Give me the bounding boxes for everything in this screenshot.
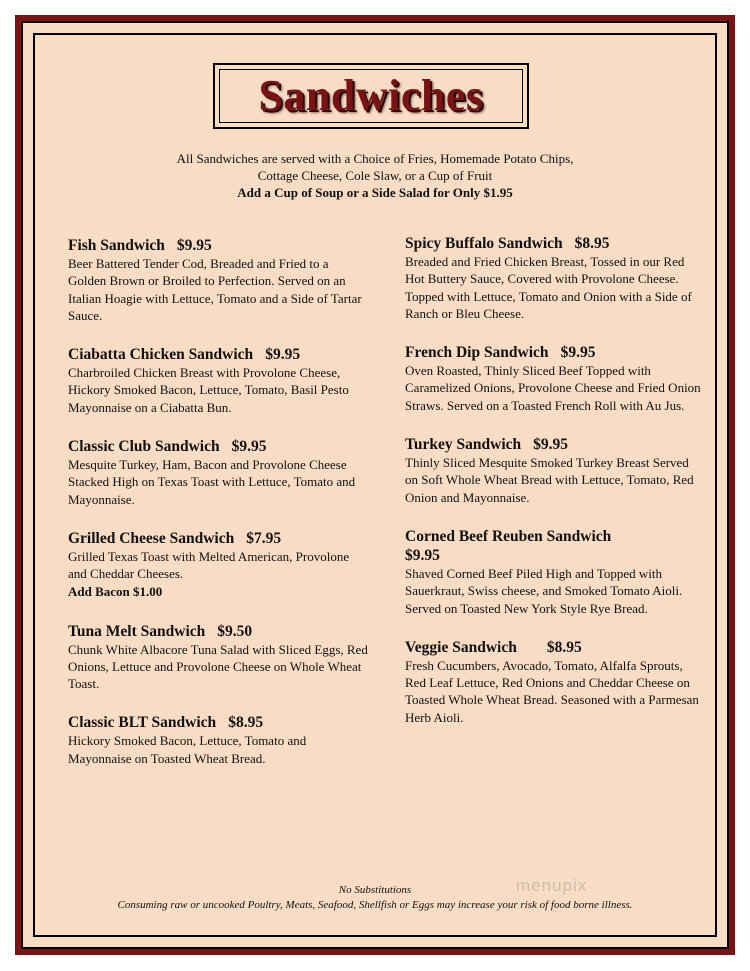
item-name: Turkey Sandwich [405,436,522,454]
menu-item-grilled-cheese-sandwich [68,529,368,601]
food-safety-warning: Consuming raw or uncooked Poultry, Meats, Seafood, Shellfish or Eggs may increase your risk of food borne illness. [117,899,633,911]
menu-item-veggie-sandwich [405,638,705,726]
item-price: $8.95 [546,638,582,656]
page-title: Sandwiches [258,71,484,120]
item-description: Breaded and Fried Chicken Breast, Tossed in our Red Hot Buttery Sauce, Covered with Provolone Cheese. Topped with Lettuce, Tomato and Onion with a Side of Ranch or Bleu Cheese. [405,254,692,321]
menu-item-turkey-sandwich [405,435,705,506]
item-description: Thinly Sliced Mesquite Smoked Turkey Breast Served on Soft Whole Wheat Bread with Lettuce, Tomato, Red Onion and Mayonnaise. [405,455,694,505]
menu-item-corned-beef-reuben-sandwich [405,527,705,617]
item-price: $8.95 [574,235,610,252]
item-heading [405,234,705,253]
item-heading [405,343,705,362]
item-name: Grilled Cheese Sandwich [68,529,235,547]
watermark-logo: menupix [516,876,588,895]
menu-item-tuna-melt-sandwich [68,622,368,693]
item-description: Mesquite Turkey, Ham, Bacon and Provolone Cheese Stacked High on Texas Toast with Lettuce, Tomato and Mayonnaise. [68,457,356,507]
item-name: Fish Sandwich [68,237,165,254]
intro-line-2: Cottage Cheese, Cole Slaw, or a Cup of Fruit [257,168,493,183]
item-price: $9.50 [217,622,253,640]
item-description: Grilled Texas Toast with Melted American, Provolone and Cheddar Cheeses. [68,548,350,582]
item-name: Veggie Sandwich [405,638,517,656]
item-description: Hickory Smoked Bacon, Lettuce, Tomato and Mayonnaise on Toasted Wheat Bread. [68,733,307,766]
item-price: $9.95 [405,546,440,564]
item-heading [405,435,705,454]
item-price: $9.95 [231,438,267,456]
footer-notes [40,883,710,913]
item-heading [405,638,705,657]
item-name: Tuna Melt Sandwich [68,622,206,640]
menu-item-ciabatta-chicken-sandwich [68,345,368,416]
item-heading [68,437,368,456]
item-name: Spicy Buffalo Sandwich [405,235,563,252]
item-heading [68,236,368,255]
item-price: $8.95 [228,714,264,732]
title-box-inner [219,69,523,123]
item-name: Classic Club Sandwich [68,438,220,456]
intro-addon: Add a Cup of Soup or a Side Salad for Only $1.95 [237,185,513,200]
item-name: Ciabatta Chicken Sandwich [68,346,254,364]
item-addon: Add Bacon $1.00 [68,583,163,599]
menu-item-classic-club-sandwich [68,437,368,508]
item-heading [68,529,368,548]
item-description: Chunk White Albacore Tuna Salad with Sliced Eggs, Red Onions, Lettuce and Provolone Cheese on Whole Wheat Toast. [68,641,368,692]
item-price: $9.95 [533,436,569,454]
item-price: $7.95 [246,529,282,547]
left-column [68,236,368,788]
item-price: $9.95 [560,344,596,362]
item-heading [68,622,368,641]
menu-item-spicy-buffalo-sandwich [405,234,705,322]
item-heading [68,713,368,732]
menu-item-french-dip-sandwich [405,343,705,414]
item-price: $9.95 [176,237,212,254]
title-box [213,63,529,129]
intro-line-1: All Sandwiches are served with a Choice of Fries, Homemade Potato Chips, [176,151,574,166]
item-description: Charbroiled Chicken Breast with Provolone Cheese, Hickory Smoked Bacon, Lettuce, Tomato, Basil Pesto Mayonnaise on a Ciabatta Bun. [68,365,349,415]
menu-item-fish-sandwich [68,236,368,324]
item-description: Oven Roasted, Thinly Sliced Beef Topped with Caramelized Onions, Provolone Cheese and Fried Onion Straws. Served on a Toasted French Roll with Au Jus. [405,363,701,413]
item-price: $9.95 [265,346,301,364]
item-name: Corned Beef Reuben Sandwich [405,527,612,545]
item-name: French Dip Sandwich [405,344,549,362]
menu-item-classic-blt-sandwich [68,713,368,767]
item-heading [68,345,368,364]
item-description: Beer Battered Tender Cod, Breaded and Fried to a Golden Brown or Broiled to Perfection. Served on an Italian Hoagie with Lettuce, Tomato and a Side of Tartar Sauce. [68,256,362,323]
item-heading [405,527,705,565]
item-description: Shaved Corned Beef Piled High and Topped with Sauerkraut, Swiss cheese, and Smoked Tomato Aioli. Served on Toasted New York Style Rye Bread. [405,565,683,616]
right-column [405,234,705,747]
no-substitutions-note: No Substitutions [338,884,412,896]
item-name: Classic BLT Sandwich [68,714,217,732]
intro-text [60,150,690,201]
item-description: Fresh Cucumbers, Avocado, Tomato, Alfalfa Sprouts, Red Leaf Lettuce, Red Onions and Cheddar Cheese on Toasted Whole Wheat Bread. Seasoned with a Parmesan Herb Aioli. [405,657,699,725]
